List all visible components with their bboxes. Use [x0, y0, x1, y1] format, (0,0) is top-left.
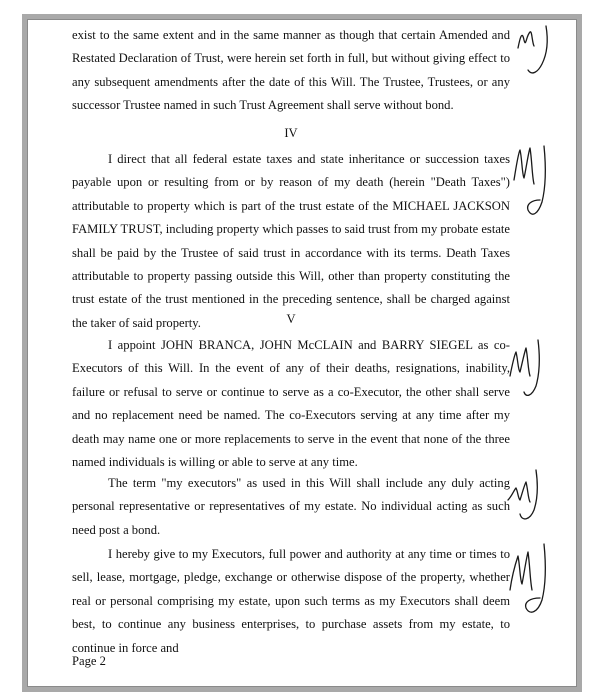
paragraph-continuation	[72, 24, 510, 118]
handwritten-initials-icon	[508, 330, 568, 410]
handwritten-initials-icon	[506, 540, 566, 620]
initials-signature-2	[510, 140, 570, 220]
initials-signature-4	[506, 462, 566, 542]
section-heading-iv: IV	[284, 126, 298, 140]
paragraph-v-powers	[72, 543, 510, 660]
paragraph-continuation-text: exist to the same extent and in the same manner as though that certain Amended and Restated Declaration of Trust, were herein set forth in full, but without giving effect to any subsequent amendments after the date of this Will. The Trustee, Trustees, or any successor Trustee named in such Trust Agreement shall serve without bond.	[72, 28, 510, 113]
paragraph-v-executors-text: I appoint JOHN BRANCA, JOHN McCLAIN and BARRY SIEGEL as co-Executors of this Will. In the event of any of their deaths, resignations, inability, failure or refusal to serve or continue to serve as a co-Executor, the other shall serve and no replacement need be named. The co-Executors serving at any time after my death may name one or more replacements to serve in the event that none of the three named individuals is willing or able to serve at any time.	[72, 338, 510, 470]
initials-signature-5	[506, 540, 566, 620]
handwritten-initials-icon	[510, 140, 570, 220]
handwritten-initials-icon	[512, 18, 572, 98]
initials-signature-1	[512, 18, 572, 98]
page-number: Page 2	[72, 654, 106, 668]
handwritten-initials-icon	[506, 462, 566, 542]
paragraph-v-executors	[72, 334, 510, 474]
paragraph-iv	[72, 148, 510, 335]
paragraph-iv-text: I direct that all federal estate taxes and state inheritance or succession taxes payable upon or resulting from or by reason of my death (herein "Death Taxes") attributable to property which is part of the trust estate of the MICHAEL JACKSON FAMILY TRUST, including property which passes to said trust from my probate estate shall be paid by the Trustee of said trust in accordance with its terms. Death Taxes attributable to property passing outside this Will, other than property constituting the trust estate of the trust mentioned in the preceding sentence, shall be charged against the taker of said property.	[72, 152, 510, 330]
initials-signature-3	[508, 330, 568, 410]
section-heading-v: V	[286, 312, 296, 326]
paragraph-v-term	[72, 472, 510, 542]
paragraph-v-powers-text: I hereby give to my Executors, full power and authority at any time or times to sell, lease, mortgage, pledge, exchange or otherwise dispose of the property, whether real or personal comprising my estate, upon such terms as my Executors shall deem best, to continue any business enterprises, to purchase assets from my estate, to continue in force and	[72, 547, 510, 655]
paragraph-v-term-text: The term "my executors" as used in this Will shall include any duly acting personal representative or representatives of my estate. No individual acting as such need post a bond.	[72, 476, 510, 537]
